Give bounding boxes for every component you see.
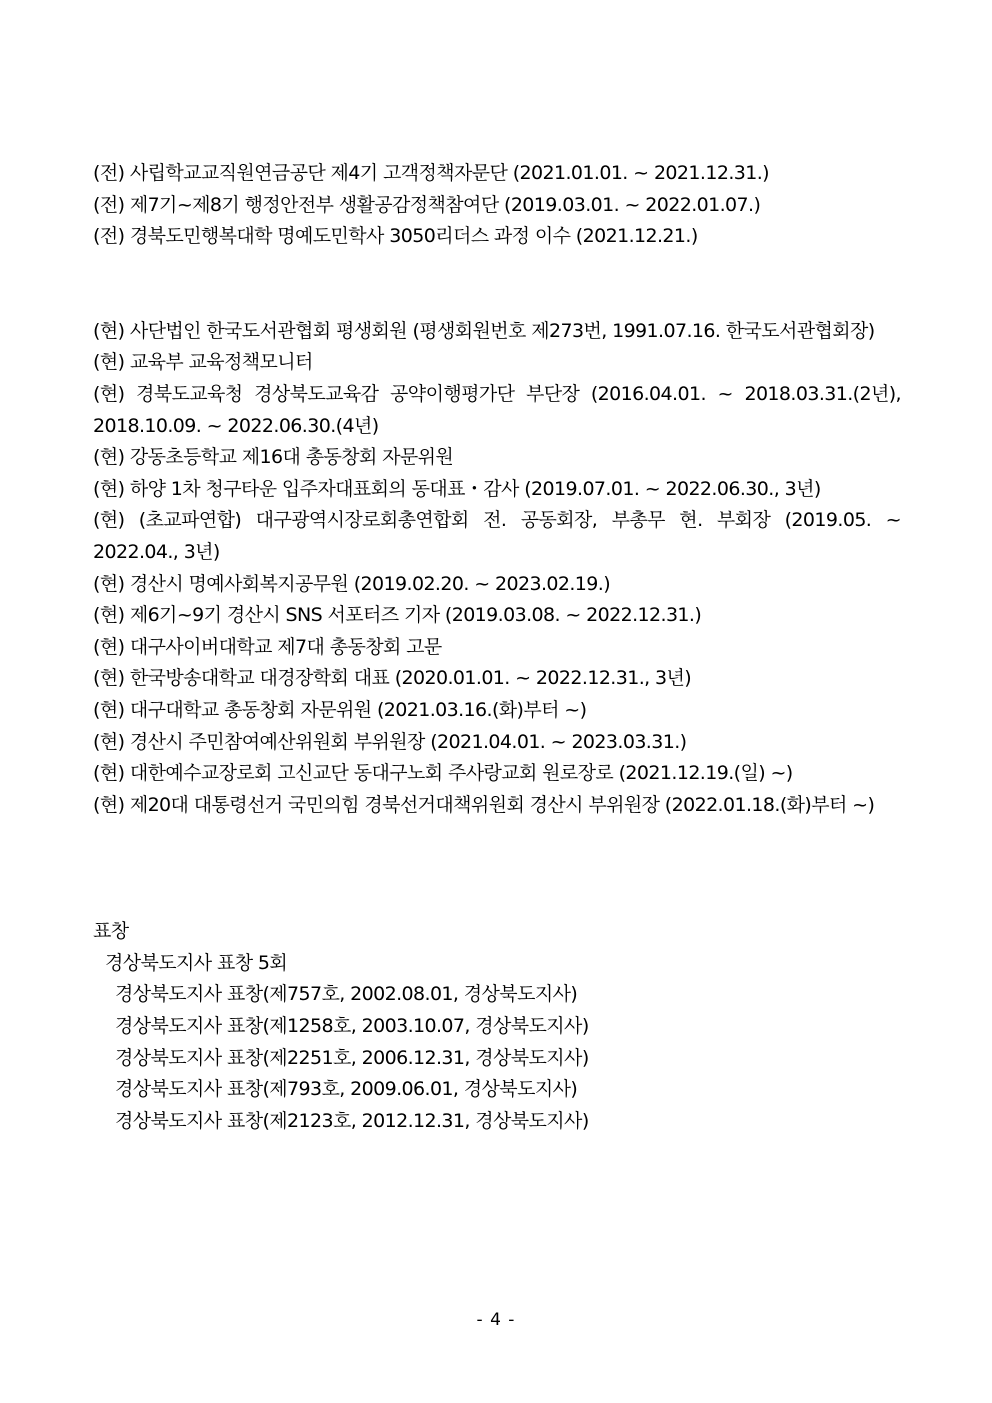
current-position-item: (현) 제20대 대통령선거 국민의힘 경북선거대책위원회 경산시 부위원장 (2022.01.18.(화)부터 ~)	[93, 793, 875, 816]
award-item: 경상북도지사 표창(제1258호, 2003.10.07, 경상북도지사)	[115, 1015, 589, 1038]
award-item: 경상북도지사 표창(제757호, 2002.08.01, 경상북도지사)	[115, 983, 578, 1006]
section-spacer	[93, 253, 901, 316]
current-position-item: (현) 하양 1차 청구타운 입주자대표회의 동대표・감사 (2019.07.01. ~ 2022.06.30., 3년)	[93, 477, 821, 500]
former-position-item: (전) 제7기~제8기 행정안전부 생활공감정책참여단 (2019.03.01. ~ 2022.01.07.)	[93, 193, 761, 216]
former-position-item: (전) 사립학교교직원연금공단 제4기 고객정책자문단 (2021.01.01. ~ 2021.12.31.)	[93, 162, 769, 184]
former-positions-list	[93, 158, 901, 253]
current-position-item: (현) 사단법인 한국도서관협회 평생회원 (평생회원번호 제273번, 1991.07.16. 한국도서관협회장)	[93, 319, 875, 342]
award-item: 경상북도지사 표창(제793호, 2009.06.01, 경상북도지사)	[115, 1078, 578, 1101]
current-position-item: (현) (초교파연합) 대구광역시장로회총연합회 전. 공동회장, 부총무 현. 부회장 (2019.05. ~ 2022.04., 3년)	[93, 509, 901, 563]
current-position-item: (현) 대한예수교장로회 고신교단 동대구노회 주사랑교회 원로장로 (2021.12.19.(일) ~)	[93, 762, 793, 785]
current-positions-list	[93, 316, 901, 822]
current-position-item: (현) 강동초등학교 제16대 총동창회 자문위원	[93, 446, 454, 469]
current-position-item: (현) 경산시 명예사회복지공무원 (2019.02.20. ~ 2023.02.19.)	[93, 572, 611, 595]
current-position-item: (현) 대구사이버대학교 제7대 총동창회 고문	[93, 635, 442, 658]
section-spacer	[93, 821, 901, 916]
current-position-item: (현) 제6기~9기 경산시 SNS 서포터즈 기자 (2019.03.08. ~ 2022.12.31.)	[93, 604, 702, 627]
current-position-item: (현) 경산시 주민참여예산위원회 부위원장 (2021.04.01. ~ 2023.03.31.)	[93, 730, 687, 753]
page-number: - 4 -	[476, 1310, 516, 1330]
award-item: 경상북도지사 표창(제2251호, 2006.12.31, 경상북도지사)	[115, 1046, 589, 1069]
awards-heading: 표창	[93, 920, 129, 943]
award-item: 경상북도지사 표창(제2123호, 2012.12.31, 경상북도지사)	[115, 1109, 589, 1132]
current-position-item: (현) 대구대학교 총동창회 자문위원 (2021.03.16.(화)부터 ~)	[93, 698, 587, 721]
awards-section	[93, 916, 901, 1137]
page-content	[93, 158, 901, 1137]
current-position-item: (현) 교육부 교육정책모니터	[93, 351, 313, 374]
current-position-item: (현) 한국방송대학교 대경장학회 대표 (2020.01.01. ~ 2022.12.31., 3년)	[93, 667, 692, 690]
current-position-item: (현) 경북도교육청 경상북도교육감 공약이행평가단 부단장 (2016.04.01. ~ 2018.03.31.(2년), 2018.10.09. ~ 2022.06.30.(4년)	[93, 382, 901, 437]
awards-summary: 경상북도지사 표창 5회	[105, 951, 288, 974]
former-position-item: (전) 경북도민행복대학 명예도민학사 3050리더스 과정 이수 (2021.12.21.)	[93, 225, 698, 248]
